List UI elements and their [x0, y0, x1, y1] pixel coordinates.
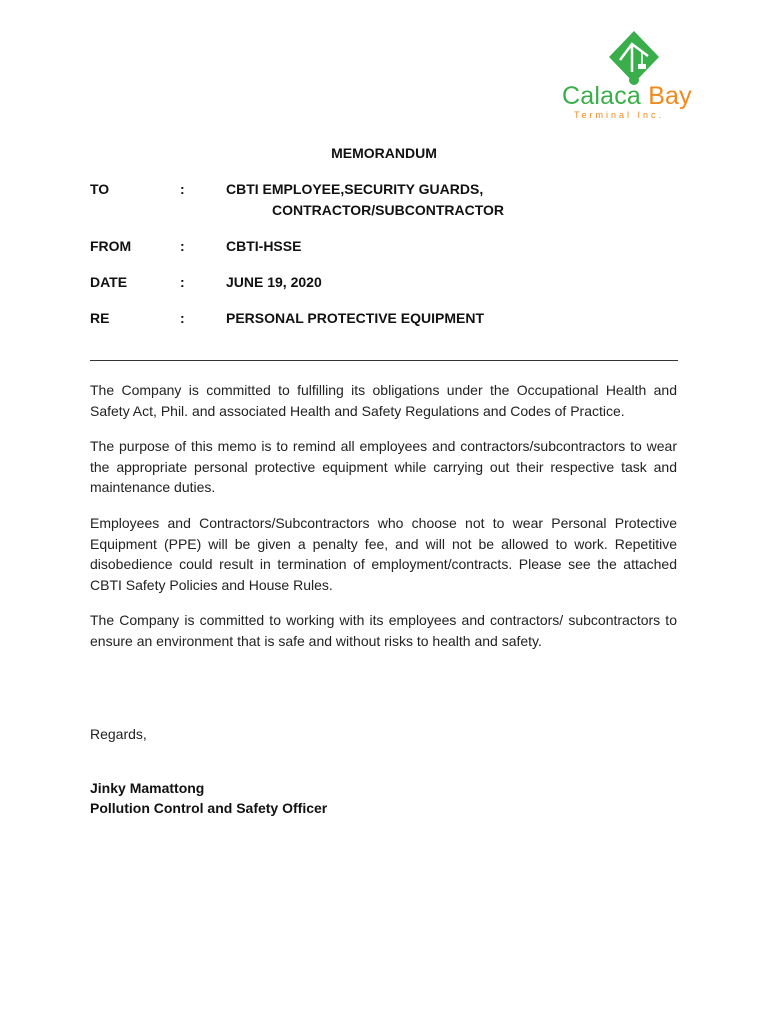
header-value: JUNE 19, 2020	[226, 274, 322, 290]
company-logo	[560, 30, 705, 125]
header-value: CBTI-HSSE	[226, 238, 302, 254]
signatory-title: Pollution Control and Safety Officer	[90, 800, 328, 816]
memo-title: MEMORANDUM	[331, 145, 437, 161]
crane-diamond-logo-icon	[608, 30, 660, 86]
header-value-continued: CONTRACTOR/SUBCONTRACTOR	[272, 202, 505, 218]
body-paragraph: The purpose of this memo is to remind all employees and contractors/subcontractors to wear the appropriate personal protective equipment while carrying out their respective task and maintenance duties.	[90, 438, 677, 495]
signatory-name: Jinky Mamattong	[90, 780, 205, 796]
logo-wordmark	[562, 82, 692, 110]
header-value: CBTI EMPLOYEE,SECURITY GUARDS,	[226, 181, 484, 197]
body-paragraph: Employees and Contractors/Subcontractors who choose not to wear Personal Protective Equipment (PPE) will be given a penalty fee, and will not be allowed to work. Repetitive disobedience could result in termination of employment/contracts. Please see the attached CBTI Safety Policies and House Rules.	[90, 515, 677, 593]
header-label: DATE	[90, 274, 128, 290]
body-paragraph: The Company is committed to working with its employees and contractors/ subcontractors to ensure an environment that is safe and without risks to health and safety.	[90, 612, 677, 649]
logo-subtitle: Terminal Inc.	[574, 110, 665, 120]
header-value: PERSONAL PROTECTIVE EQUIPMENT	[226, 310, 484, 326]
logo-word-bay: Bay	[648, 82, 692, 110]
header-colon: :	[180, 238, 185, 254]
header-divider	[90, 360, 678, 361]
header-label: RE	[90, 310, 110, 326]
header-label: TO	[90, 181, 110, 197]
closing-salutation: Regards,	[90, 726, 147, 742]
header-label: FROM	[90, 238, 132, 254]
body-paragraph: The Company is committed to fulfilling its obligations under the Occupational Health and Safety Act, Phil. and associated Health and Safety Regulations and Codes of Practice.	[90, 382, 677, 419]
header-colon: :	[180, 181, 185, 197]
logo-word-calaca: Calaca	[562, 82, 642, 110]
header-colon: :	[180, 274, 185, 290]
header-colon: :	[180, 310, 185, 326]
